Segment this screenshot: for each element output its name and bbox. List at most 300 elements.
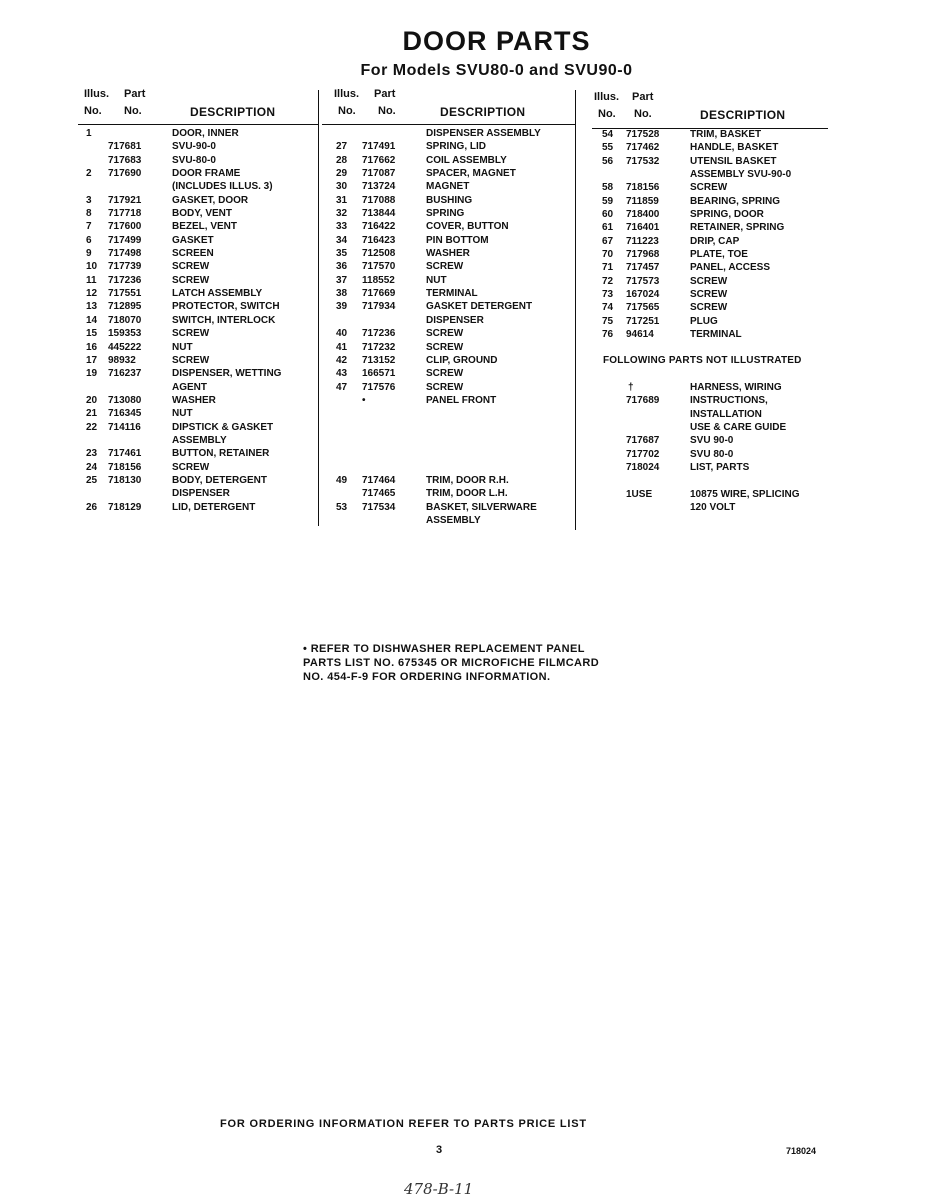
part-description: WASHER — [426, 248, 470, 260]
part-description: BEZEL, VENT — [172, 221, 238, 233]
part-description: SCREW — [172, 461, 210, 473]
illus-number: 53 — [336, 501, 348, 513]
illus-number: 20 — [86, 394, 98, 406]
parts-column-2 — [322, 88, 576, 526]
part-description: BUTTON, RETAINER — [172, 448, 270, 460]
part-description: SVU 90-0 — [690, 435, 734, 447]
part-number: 718130 — [108, 474, 142, 486]
part-number: 1USE — [626, 488, 653, 500]
table-row — [322, 327, 576, 340]
illus-number: 43 — [336, 368, 348, 380]
part-description: SCREW — [426, 328, 464, 340]
table-row — [78, 194, 318, 207]
part-description: SVU-80-0 — [172, 154, 216, 166]
part-number: 712508 — [362, 248, 396, 260]
table-row — [78, 260, 318, 273]
part-description: DISPENSER, WETTING — [172, 368, 282, 380]
illus-number: 36 — [336, 261, 348, 273]
illus-number: 61 — [602, 222, 614, 234]
table-row — [78, 407, 318, 420]
part-number: 94614 — [626, 329, 654, 341]
part-description: PANEL FRONT — [426, 394, 497, 406]
table-row — [322, 447, 576, 460]
part-description: SCREEN — [172, 248, 214, 260]
part-description: SPRING — [426, 208, 465, 220]
part-number: 717921 — [108, 194, 142, 206]
part-number: 98932 — [108, 354, 136, 366]
table-row — [78, 234, 318, 247]
column-divider — [318, 90, 319, 526]
table-row — [78, 327, 318, 340]
part-number: 718156 — [108, 461, 142, 473]
illus-number: 55 — [602, 142, 614, 154]
illus-number: 42 — [336, 354, 348, 366]
part-description: SCREW — [426, 381, 464, 393]
illus-number: 40 — [336, 328, 348, 340]
part-description: SPACER, MAGNET — [426, 168, 516, 180]
table-row — [78, 247, 318, 260]
description-header: DESCRIPTION — [700, 108, 786, 122]
illus-number: 71 — [602, 262, 614, 274]
illus-number: 3 — [86, 194, 92, 206]
part-description: BUSHING — [426, 194, 473, 206]
table-row — [78, 354, 318, 367]
table-row — [592, 488, 828, 501]
table-row — [592, 394, 828, 407]
table-row — [322, 140, 576, 153]
description-header: DESCRIPTION — [190, 105, 276, 119]
part-number: 717565 — [626, 302, 660, 314]
illus-number: 26 — [86, 501, 98, 513]
column-header — [592, 88, 828, 124]
illus-number: 38 — [336, 288, 348, 300]
table-row — [78, 447, 318, 460]
part-number: 713080 — [108, 394, 142, 406]
illus-number: 70 — [602, 249, 614, 261]
part-description: LID, DETERGENT — [172, 501, 256, 513]
table-row — [78, 167, 318, 180]
illus-number: 6 — [86, 234, 92, 246]
part-description: GASKET DETERGENT — [426, 301, 533, 313]
part-number: 711223 — [626, 235, 659, 247]
part-number: 717576 — [362, 381, 396, 393]
illus-number: 15 — [86, 328, 98, 340]
parts-column-1 — [78, 88, 318, 513]
table-row — [592, 381, 828, 394]
part-description: SCREW — [690, 289, 728, 301]
part-description: TRIM, DOOR L.H. — [426, 488, 508, 500]
part-description: SVU-90-0 — [172, 141, 216, 153]
table-row — [592, 275, 828, 288]
table-row — [78, 287, 318, 300]
parts-rows — [322, 127, 576, 527]
page-subtitle: For Models SVU80-0 and SVU90-0 — [360, 62, 633, 79]
part-description: PIN BOTTOM — [426, 234, 489, 246]
table-row — [78, 300, 318, 313]
illus-number: 73 — [602, 289, 614, 301]
part-description: SCREW — [426, 368, 464, 380]
part-description: COVER, BUTTON — [426, 221, 509, 233]
table-row — [592, 301, 828, 314]
part-number: 718400 — [626, 209, 660, 221]
part-description: TRIM, DOOR R.H. — [426, 474, 509, 486]
illus-number: 25 — [86, 474, 98, 486]
illus-number: 60 — [602, 209, 614, 221]
table-row — [592, 434, 828, 447]
part-number: 717465 — [362, 488, 396, 500]
table-row — [322, 434, 576, 447]
part-number: 717718 — [108, 208, 142, 220]
part-number: 717934 — [362, 301, 396, 313]
part-description: PANEL, ACCESS — [690, 262, 771, 274]
part-description: (INCLUDES ILLUS. 3) — [172, 181, 273, 193]
not-illustrated-heading: FOLLOWING PARTS NOT ILLUSTRATED — [603, 355, 802, 366]
part-description: BODY, VENT — [172, 208, 233, 220]
part-number: 716237 — [108, 368, 142, 380]
part-description: 10875 WIRE, SPLICING — [690, 488, 800, 500]
part-number: 716423 — [362, 234, 396, 246]
illus-number: 17 — [86, 354, 98, 366]
illus-number: 12 — [86, 288, 98, 300]
part-number: 717087 — [362, 168, 396, 180]
table-row — [592, 328, 828, 341]
part-description: DISPENSER — [426, 314, 484, 326]
table-row — [322, 314, 576, 327]
table-row — [78, 434, 318, 447]
part-no-header: No. — [378, 105, 396, 117]
table-row — [78, 381, 318, 394]
ordering-note: • REFER TO DISHWASHER REPLACEMENT PANEL PARTS LIST NO. 675345 OR MICROFICHE FILMCARD NO. 454-F-9 FOR ORDERING INFORMATION. — [303, 643, 600, 683]
part-description: DOOR FRAME — [172, 168, 241, 180]
part-number: 717461 — [108, 448, 142, 460]
part-description: SCREW — [690, 302, 728, 314]
part-number: 718156 — [626, 182, 660, 194]
part-number: 717491 — [362, 141, 396, 153]
part-number: 713152 — [362, 354, 396, 366]
part-description: SPRING, LID — [426, 141, 487, 153]
part-description: DISPENSER ASSEMBLY — [426, 128, 541, 139]
description-header: DESCRIPTION — [440, 105, 526, 119]
part-number: 717236 — [362, 328, 396, 340]
table-row — [322, 274, 576, 287]
part-number: 717662 — [362, 154, 396, 166]
part-number: 717236 — [108, 274, 142, 286]
illus-number: 22 — [86, 421, 98, 433]
part-number: 717669 — [362, 288, 396, 300]
illus-number: 8 — [86, 208, 92, 220]
part-number: 717499 — [108, 234, 142, 246]
table-row — [592, 248, 828, 261]
table-row — [322, 407, 576, 420]
illus-number: 1 — [86, 128, 92, 139]
part-description: GASKET — [172, 234, 214, 246]
table-row — [322, 300, 576, 313]
part-description: 120 VOLT — [690, 502, 736, 514]
illus-number: 11 — [86, 274, 97, 286]
table-row — [78, 140, 318, 153]
table-row — [78, 421, 318, 434]
part-description: SCREW — [690, 182, 728, 194]
table-row — [592, 195, 828, 208]
part-number: 717968 — [626, 249, 660, 261]
table-row — [322, 154, 576, 167]
part-description: HANDLE, BASKET — [690, 142, 779, 154]
table-row — [78, 274, 318, 287]
part-number: 717532 — [626, 155, 660, 167]
part-number: 118552 — [362, 274, 395, 286]
part-description: PLATE, TOE — [690, 249, 748, 261]
illus-number: 39 — [336, 301, 348, 313]
table-row — [322, 394, 576, 407]
part-description: SWITCH, INTERLOCK — [172, 314, 276, 326]
illus-number: 10 — [86, 261, 98, 273]
illus-number: 19 — [86, 368, 98, 380]
parts-rows — [78, 127, 318, 514]
illus-number: 37 — [336, 274, 348, 286]
table-row — [322, 474, 576, 487]
illus-number: 56 — [602, 155, 614, 167]
part-number: 445222 — [108, 341, 142, 353]
part-description: MAGNET — [426, 181, 470, 193]
part-number: 717739 — [108, 261, 142, 273]
part-number: 718070 — [108, 314, 142, 326]
table-row — [592, 461, 828, 474]
part-number: 716345 — [108, 408, 142, 420]
illus-number: 27 — [336, 141, 348, 153]
part-description: INSTALLATION — [690, 408, 762, 420]
part-number: 718024 — [626, 462, 660, 474]
part-number: 166571 — [362, 368, 396, 380]
column-header — [322, 88, 576, 124]
part-description: SVU 80-0 — [690, 448, 734, 460]
part-description: ASSEMBLY — [172, 434, 227, 446]
part-number: 717702 — [626, 448, 660, 460]
table-row — [322, 234, 576, 247]
illus-header: Illus. — [84, 88, 110, 100]
part-number: 717457 — [626, 262, 660, 274]
illus-number: 74 — [602, 302, 614, 314]
table-row — [322, 421, 576, 434]
part-description: DOOR, INNER — [172, 128, 239, 139]
table-row — [78, 180, 318, 193]
part-description: PROTECTOR, SWITCH — [172, 301, 280, 313]
part-description: SCREW — [172, 328, 210, 340]
table-row — [322, 207, 576, 220]
part-description: NUT — [172, 408, 193, 420]
part-number: 717687 — [626, 435, 660, 447]
table-row — [78, 341, 318, 354]
part-number: 717689 — [626, 395, 660, 407]
table-row — [592, 235, 828, 248]
part-number: 717570 — [362, 261, 396, 273]
part-description: WASHER — [172, 394, 216, 406]
table-row — [592, 448, 828, 461]
illus-no-header: No. — [84, 105, 102, 117]
illus-number: 2 — [86, 168, 92, 180]
part-no-header: No. — [124, 105, 142, 117]
part-description: SCREW — [172, 354, 210, 366]
table-row — [322, 381, 576, 394]
table-row — [78, 127, 318, 140]
table-row — [322, 501, 576, 514]
table-row — [78, 314, 318, 327]
table-row — [592, 181, 828, 194]
table-row — [78, 220, 318, 233]
illus-number: 32 — [336, 208, 348, 220]
part-description: COIL ASSEMBLY — [426, 154, 507, 166]
table-row — [322, 461, 576, 474]
table-row — [322, 367, 576, 380]
part-number: 717551 — [108, 288, 142, 300]
table-row — [592, 168, 828, 181]
part-description: DRIP, CAP — [690, 235, 740, 247]
part-description: SPRING, DOOR — [690, 209, 764, 221]
part-description: SCREW — [426, 341, 464, 353]
part-number: 717528 — [626, 129, 660, 140]
part-header: Part — [124, 88, 146, 100]
part-description: SCREW — [172, 274, 210, 286]
illus-number: 7 — [86, 221, 92, 233]
illus-number: 41 — [336, 341, 348, 353]
illus-number: 58 — [602, 182, 614, 194]
illus-number: 59 — [602, 195, 614, 207]
illus-number: 49 — [336, 474, 348, 486]
part-description: RETAINER, SPRING — [690, 222, 785, 234]
illus-number: 67 — [602, 235, 614, 247]
parts-rows — [592, 128, 828, 342]
part-description: CLIP, GROUND — [426, 354, 498, 366]
not-illustrated-list — [592, 381, 828, 514]
table-row — [592, 221, 828, 234]
table-row — [78, 487, 318, 500]
part-description: GASKET, DOOR — [172, 194, 249, 206]
table-row — [78, 461, 318, 474]
illus-no-header: No. — [598, 108, 616, 120]
table-row — [592, 261, 828, 274]
part-description: DIPSTICK & GASKET — [172, 421, 274, 433]
part-description: TERMINAL — [690, 329, 742, 341]
table-row — [322, 287, 576, 300]
table-row — [322, 167, 576, 180]
part-description: SCREW — [426, 261, 464, 273]
illus-number: 72 — [602, 275, 614, 287]
part-number: 717232 — [362, 341, 396, 353]
part-description: USE & CARE GUIDE — [690, 422, 787, 434]
part-number: 717088 — [362, 194, 396, 206]
illus-header: Illus. — [594, 91, 620, 103]
illus-number: 30 — [336, 181, 348, 193]
table-row — [592, 408, 828, 421]
part-number: 717600 — [108, 221, 142, 233]
illus-header: Illus. — [334, 88, 360, 100]
part-number: 717690 — [108, 168, 142, 180]
column-divider — [575, 90, 576, 530]
part-number: 717534 — [362, 501, 396, 513]
header-rule — [322, 124, 576, 125]
part-number: 159353 — [108, 328, 142, 340]
part-description: TRIM, BASKET — [690, 129, 762, 140]
table-row — [78, 394, 318, 407]
parts-column-3 — [592, 88, 828, 341]
part-description: LIST, PARTS — [690, 462, 750, 474]
part-number: 714116 — [108, 421, 141, 433]
table-row — [78, 501, 318, 514]
illus-number: 13 — [86, 301, 98, 313]
table-row — [592, 474, 828, 487]
part-description: BEARING, SPRING — [690, 195, 781, 207]
illus-number: 34 — [336, 234, 348, 246]
part-number: 711859 — [626, 195, 659, 207]
table-row — [322, 220, 576, 233]
illus-number: 21 — [86, 408, 98, 420]
handwritten-note: 478-B-11 — [404, 1180, 474, 1198]
part-no-header: No. — [634, 108, 652, 120]
table-row — [592, 141, 828, 154]
table-row — [78, 154, 318, 167]
part-description: SCREW — [690, 275, 728, 287]
table-row — [78, 367, 318, 380]
part-number: 716401 — [626, 222, 660, 234]
table-row — [322, 514, 576, 527]
illus-number: 28 — [336, 154, 348, 166]
illus-number: 76 — [602, 329, 614, 341]
table-row — [592, 155, 828, 168]
part-description: ASSEMBLY SVU-90-0 — [690, 169, 792, 181]
illus-number: 29 — [336, 168, 348, 180]
page-number: 3 — [436, 1144, 443, 1156]
table-row — [322, 341, 576, 354]
illus-number: 54 — [602, 129, 614, 140]
part-description: BASKET, SILVERWARE — [426, 501, 537, 513]
part-number: 717464 — [362, 474, 396, 486]
illus-number: 14 — [86, 314, 98, 326]
part-description: BODY, DETERGENT — [172, 474, 268, 486]
part-header: Part — [632, 91, 654, 103]
table-row — [78, 207, 318, 220]
part-number: † — [628, 382, 634, 393]
table-row — [322, 487, 576, 500]
part-number: 713724 — [362, 181, 396, 193]
illus-number: 24 — [86, 461, 98, 473]
part-description: SCREW — [172, 261, 210, 273]
part-number: 717573 — [626, 275, 660, 287]
illus-number: 47 — [336, 381, 348, 393]
table-row — [78, 474, 318, 487]
illus-number: 9 — [86, 248, 92, 260]
illus-number: 23 — [86, 448, 98, 460]
part-number: 712895 — [108, 301, 142, 313]
part-number: 713844 — [362, 208, 396, 220]
part-number: • — [362, 394, 366, 406]
part-description: TERMINAL — [426, 288, 478, 300]
part-header: Part — [374, 88, 396, 100]
part-number: 717683 — [108, 154, 142, 166]
illus-number: 16 — [86, 341, 98, 353]
page-title: DOOR PARTS — [402, 26, 591, 56]
document-code: 718024 — [786, 1146, 817, 1156]
part-description: NUT — [172, 341, 193, 353]
part-description: AGENT — [172, 381, 207, 393]
part-description: HARNESS, WIRING — [690, 382, 782, 393]
table-row — [322, 127, 576, 140]
part-description: NUT — [426, 274, 447, 286]
part-number: 167024 — [626, 289, 660, 301]
part-number: 716422 — [362, 221, 396, 233]
table-row — [592, 421, 828, 434]
part-description: INSTRUCTIONS, — [690, 395, 768, 407]
part-number: 717498 — [108, 248, 142, 260]
part-number: 717681 — [108, 141, 142, 153]
